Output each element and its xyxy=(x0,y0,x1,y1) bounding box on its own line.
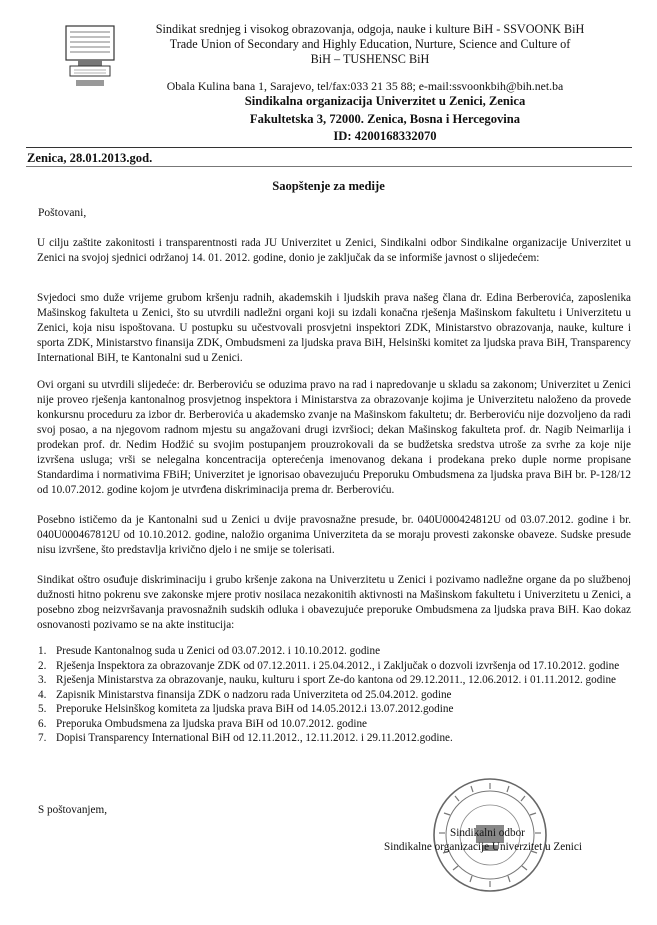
list-item-number: 5. xyxy=(38,703,47,715)
signature-committee: Sindikalni odbor xyxy=(450,827,525,839)
list-item xyxy=(38,702,632,717)
list-item xyxy=(38,717,632,732)
paragraph-5: Sindikat oštro osuđuje diskriminaciju i grubo kršenje zakona na Univerzitetu u Zenici i pozivamo nadležne organe da po službenoj dužnosti hitno pokrenu sve zakonske mjere protiv nosilaca nezakonitih aktivnosti na Mašinskom fakultetu i Univerzitetu u Zenici, a posebno zbog neizvršavanja pravosnažnih sudskih odluka i obavezujuće preporuke Ombudsmena za ljudska prava BiH. Kao dokaz osnovanosti pozivamo se na akte institucija: xyxy=(37,574,631,631)
organization-address: Fakultetska 3, 72000. Zenica, Bosna i Hercegovina xyxy=(249,112,521,126)
list-item-number: 7. xyxy=(38,732,47,744)
list-item-text: Presude Kantonalnog suda u Zenici od 03.07.2012. i 10.10.2012. godine xyxy=(56,645,381,657)
paragraph-1: U cilju zaštite zakonitosti i transparentnosti rada JU Univerzitet u Zenici, Sindikalni odbor Sindikalne organizacije Univerzitet u Zenici na svojoj sjednici održanoj 14. 01. 2012. godine, donio je zaključak da se informiše javnost o slijedećem: xyxy=(37,237,631,264)
list-item-text: Preporuke Helsinškog komiteta za ljudska prava BiH od 14.05.2012.i 13.07.2012.godine xyxy=(56,703,454,715)
list-item xyxy=(38,731,632,746)
list-item-text: Dopisi Transparency International BiH od 12.11.2012., 12.11.2012. i 29.11.2012.godine. xyxy=(56,732,453,744)
ssvoonk-logo-icon xyxy=(64,22,126,92)
list-item-number: 6. xyxy=(38,717,47,730)
organization-id: ID: 4200168332070 xyxy=(333,129,437,143)
letterhead-line-2: Trade Union of Secondary and Highly Education, Nurture, Science and Culture of xyxy=(169,37,571,51)
list-item-number: 3. xyxy=(38,674,47,686)
list-item xyxy=(38,644,632,659)
closing-regards: S poštovanjem, xyxy=(38,804,107,816)
organization-name: Sindikalna organizacija Univerzitet u Zenici, Zenica xyxy=(244,94,526,108)
paragraph-4: Posebno ističemo da je Kantonalni sud u Zenici u dvije pravosnažne presude, br. 040U000424812U od 03.07.2012. godine i br. 040U000467812U od 10.10.2012. godine, naložio organima Univerziteta da se moraju provesti zakonske obaveze. Sudske presude nisu izvršene, što predstavlja krivično djelo i ne smije se tolerisati. xyxy=(37,514,631,556)
list-item-text: Zapisnik Ministarstva finansija ZDK o nadzoru rada Univerziteta od 25.04.2012. godine xyxy=(56,688,452,701)
paragraph-2: Svjedoci smo duže vrijeme grubom kršenju radnih, akademskih i ljudskih prava našeg člana dr. Edina Berberovića, zaposlenika Mašinskog fakulteta u Zenici, što su utvrdili nadležni organi koji su izdali konačna rješenja Mašinskom fakultetu i Univerzitetu u Zenici, koja nisu ispoštovana. U postupku su učestvovali prosvjetni inspektori ZDK, Ministarstvo obrazovanja, nauke, kulture i sporta ZDK, Ministarstvo finansija ZDK, Ombudsmeni za ljudska prava BiH, Helsinški komitet za ljudska prava BiH, Transparency International BiH, te Kantonalni sud u Zenici. xyxy=(37,292,631,364)
letterhead-line-3: BiH – TUSHENSC BiH xyxy=(310,52,430,66)
letterhead-address: Obala Kulina bana 1, Sarajevo, tel/fax:033 21 35 88; e-mail:ssvoonkbih@bih.net.ba xyxy=(166,79,564,93)
letterhead xyxy=(120,22,620,67)
list-item xyxy=(38,688,632,703)
letterhead-line-1: Sindikat srednjeg i visokog obrazovanja, odgoja, nauke i kulture BiH - SSVOONK BiH xyxy=(155,22,585,36)
signature-organization: Sindikalne organizacije Univerzitet u Zenici xyxy=(384,841,582,853)
list-item-text: Rješenja Ministarstva za obrazovanje, nauku, kulturu i sport Ze-do kantona od 29.12.2011., 12.06.2012. i 01.11.2012. godine xyxy=(56,674,616,686)
greeting: Poštovani, xyxy=(38,207,87,219)
date-divider xyxy=(26,166,632,167)
list-item-number: 2. xyxy=(38,659,47,672)
list-item-number: 1. xyxy=(38,645,47,657)
paragraph-3: Ovi organi su utvrdili slijedeće: dr. Berberoviću se oduzima pravo na rad i napredovanje u skladu sa zakonom; Univerzitet u Zenici nije proveo rješenja kantonalnog prosvjetnog inspektora i Ministarstva za obrazovanje kojima je Univerzitetu naloženo da provede konkursnu proceduru za izbor dr. Berberovića u akademsko zvanje na Mašinskom fakultetu; dr. Berberoviću nije dozvoljeno da radi svoj posao, a na njegovom radnom mjestu su angažovani drugi izvršioci; dekan Mašinskog fakulteta prof. dr. Nagib Neimarlija i prodekan prof. dr. Nedim Hodžić su svojim postupanjem prouzrokovali da se budžetska sredstva utroše za svrhe za koje nije izvršena usluga; vrši se nelegalna koncentracija opterećenja imenovanog dekana i prodekana preko duple norme propisane Standardima i normativima FBiH; Univerzitet je ignorisao obavezujuću Preporuku Ombudsmena za ljudska prava BiH br. P-128/12 od 10.07.2012. godine kojom je utvrđena diskriminacija prema dr. Berberoviću. xyxy=(37,379,631,496)
list-item-text: Rješenja Inspektora za obrazovanje ZDK od 07.12.2011. i 25.04.2012., i Zaključak o dozvoli izvršenja od 17.10.2012. godine xyxy=(56,659,620,672)
evidence-list xyxy=(38,644,632,746)
document-date: Zenica, 28.01.2013.god. xyxy=(27,151,153,165)
list-item xyxy=(38,673,632,688)
header-divider xyxy=(26,147,632,148)
page-title: Saopštenje za medije xyxy=(272,179,385,193)
list-item-number: 4. xyxy=(38,688,47,701)
list-item xyxy=(38,659,632,674)
list-item-text: Preporuka Ombudsmena za ljudska prava BiH od 10.07.2012. godine xyxy=(56,717,368,730)
